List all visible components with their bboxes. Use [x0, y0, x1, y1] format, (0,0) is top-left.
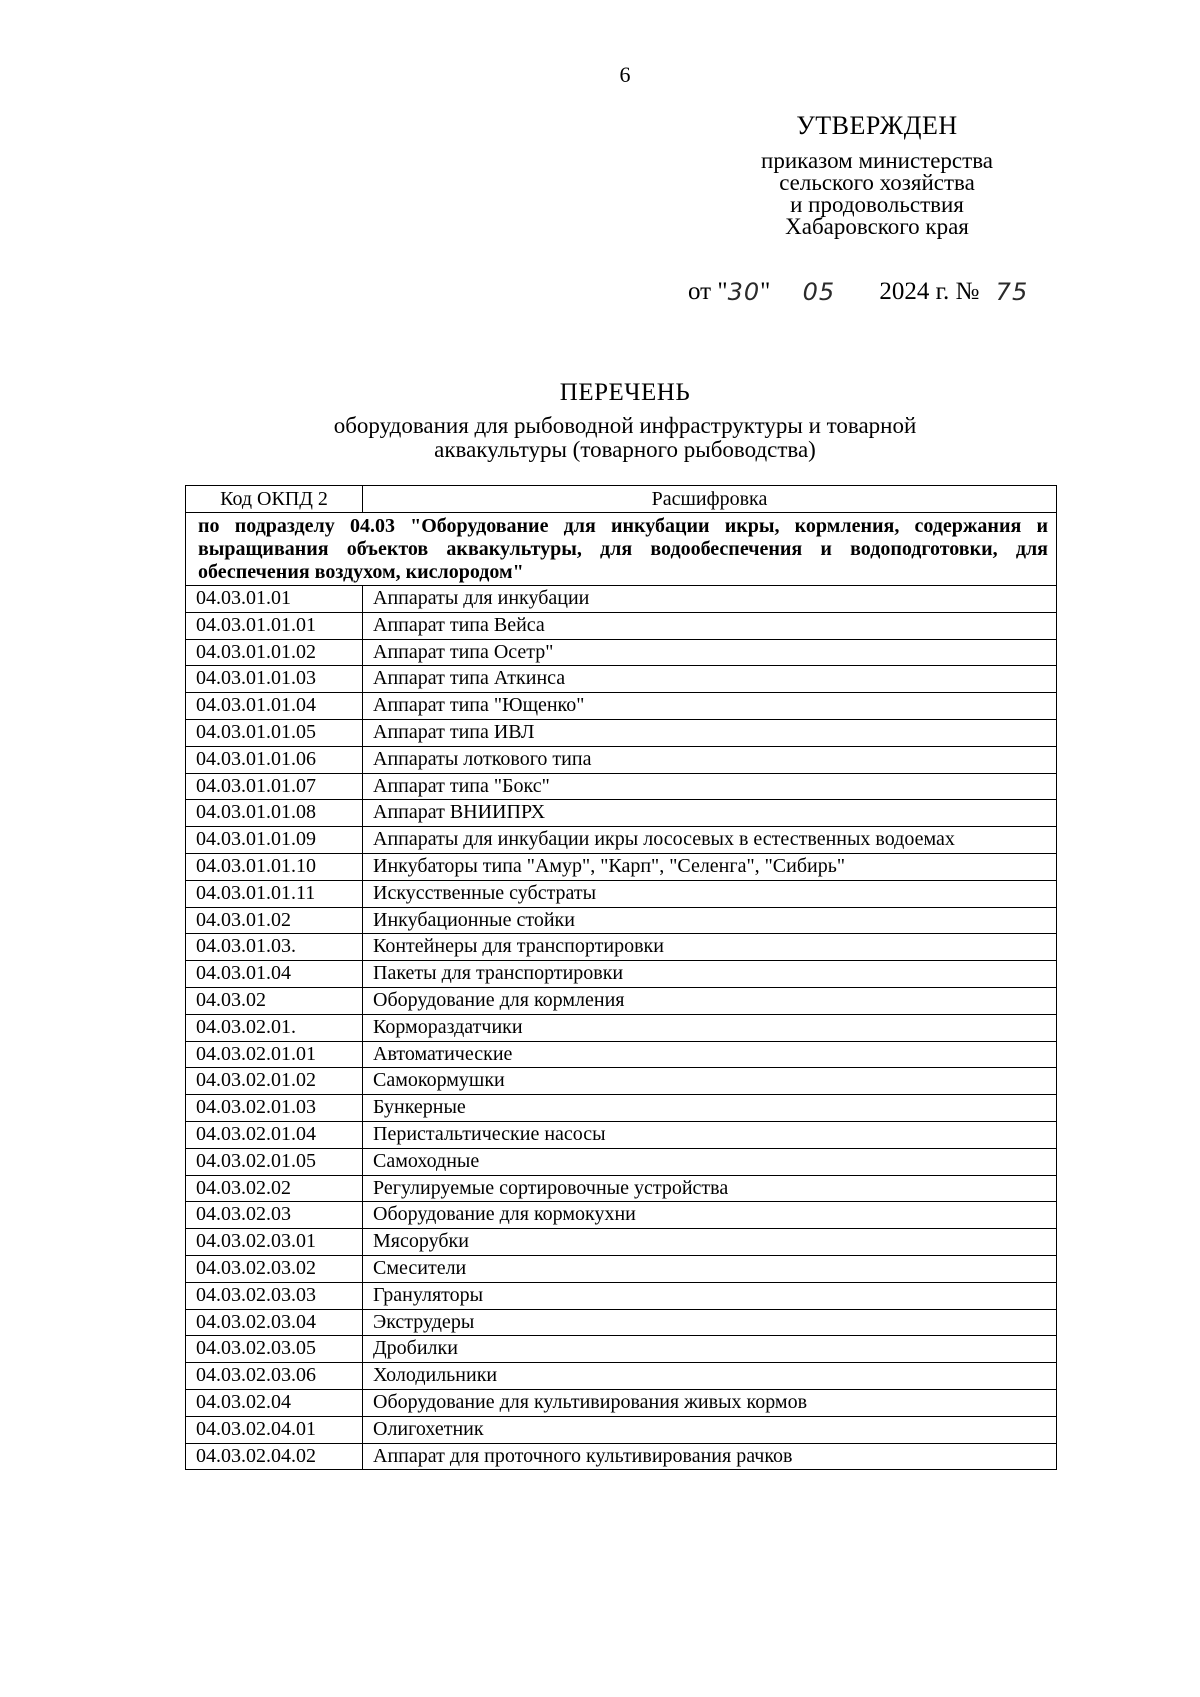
row-description: Грануляторы — [363, 1282, 1057, 1309]
row-description: Инкубационные стойки — [363, 907, 1057, 934]
table-row — [186, 1014, 1057, 1041]
row-code: 04.03.01.01.03 — [186, 666, 363, 693]
row-code: 04.03.01.01.05 — [186, 719, 363, 746]
approval-block — [712, 110, 1042, 238]
table-row — [186, 639, 1057, 666]
row-code: 04.03.02 — [186, 987, 363, 1014]
approval-title: УТВЕРЖДЕН — [796, 111, 958, 140]
row-description: Аппараты для инкубации — [363, 586, 1057, 613]
row-code: 04.03.02.04.01 — [186, 1416, 363, 1443]
table-row — [186, 1363, 1057, 1390]
row-code: 04.03.02.04 — [186, 1389, 363, 1416]
approval-line: приказом министерства — [761, 148, 993, 173]
table-row — [186, 1041, 1057, 1068]
row-code: 04.03.02.03.06 — [186, 1363, 363, 1390]
year-and-number-label: 2024 г. № — [879, 278, 980, 305]
row-code: 04.03.02.01.02 — [186, 1068, 363, 1095]
table-row — [186, 1416, 1057, 1443]
order-date-number — [688, 274, 1098, 310]
row-code: 04.03.02.03.04 — [186, 1309, 363, 1336]
row-description: Холодильники — [363, 1363, 1057, 1390]
row-description: Автоматические — [363, 1041, 1057, 1068]
table-row — [186, 1229, 1057, 1256]
table-row — [186, 800, 1057, 827]
row-code: 04.03.01.03. — [186, 934, 363, 961]
row-description: Аппарат типа "Ющенко" — [363, 693, 1057, 720]
table-row — [186, 1095, 1057, 1122]
table-row — [186, 1336, 1057, 1363]
row-description: Мясорубки — [363, 1229, 1057, 1256]
table-row — [186, 880, 1057, 907]
row-description: Аппараты для инкубации икры лососевых в естественных водоемах — [363, 827, 1057, 854]
row-code: 04.03.01.01.02 — [186, 639, 363, 666]
row-description: Аппараты лоткового типа — [363, 746, 1057, 773]
table-row — [186, 1202, 1057, 1229]
row-code: 04.03.01.01.01 — [186, 612, 363, 639]
row-code: 04.03.02.01. — [186, 1014, 363, 1041]
handwritten-month: 05 — [802, 278, 836, 306]
row-code: 04.03.02.01.01 — [186, 1041, 363, 1068]
header-code: Код ОКПД 2 — [186, 486, 363, 513]
page-number: 6 — [619, 62, 631, 87]
row-code: 04.03.02.03.05 — [186, 1336, 363, 1363]
table-row — [186, 987, 1057, 1014]
subsection-title: по подразделу 04.03 "Оборудование для инкубации икры, кормления, содержания и выращивания объектов аквакультуры, для водообеспечения и водоподготовки, для обеспечения воздухом, кислородом" — [186, 513, 1057, 586]
row-description: Аппарат типа Аткинса — [363, 666, 1057, 693]
row-code: 04.03.01.01 — [186, 586, 363, 613]
row-description: Аппарат типа Вейса — [363, 612, 1057, 639]
row-description: Перистальтические насосы — [363, 1121, 1057, 1148]
table-row — [186, 773, 1057, 800]
table-row — [186, 1148, 1057, 1175]
row-description: Аппарат типа ИВЛ — [363, 719, 1057, 746]
header-description: Расшифровка — [363, 486, 1057, 513]
subtitle-line: оборудования для рыбоводной инфраструктуры и товарной — [333, 413, 917, 438]
row-code: 04.03.02.03 — [186, 1202, 363, 1229]
row-description: Аппарат ВНИИПРХ — [363, 800, 1057, 827]
table-body — [186, 513, 1057, 1470]
row-description: Пакеты для транспортировки — [363, 961, 1057, 988]
row-description: Инкубаторы типа "Амур", "Карп", "Селенга", "Сибирь" — [363, 853, 1057, 880]
subtitle-line: аквакультуры (товарного рыбоводства) — [434, 437, 816, 462]
row-code: 04.03.02.03.01 — [186, 1229, 363, 1256]
row-code: 04.03.01.02 — [186, 907, 363, 934]
row-code: 04.03.01.01.09 — [186, 827, 363, 854]
row-description: Экструдеры — [363, 1309, 1057, 1336]
row-code: 04.03.02.03.03 — [186, 1282, 363, 1309]
row-description: Оборудование для культивирования живых кормов — [363, 1389, 1057, 1416]
row-description: Оборудование для кормления — [363, 987, 1057, 1014]
table-row — [186, 934, 1057, 961]
row-code: 04.03.01.01.10 — [186, 853, 363, 880]
row-code: 04.03.02.04.02 — [186, 1443, 363, 1470]
row-description: Регулируемые сортировочные устройства — [363, 1175, 1057, 1202]
table-row — [186, 961, 1057, 988]
table-row — [186, 827, 1057, 854]
row-description: Оборудование для кормокухни — [363, 1202, 1057, 1229]
table-row — [186, 1255, 1057, 1282]
table-row — [186, 746, 1057, 773]
row-description: Аппарат типа "Бокс" — [363, 773, 1057, 800]
table-row — [186, 1068, 1057, 1095]
approval-line: Хабаровского края — [785, 214, 969, 239]
table-row — [186, 853, 1057, 880]
table-row — [186, 1309, 1057, 1336]
row-code: 04.03.01.01.08 — [186, 800, 363, 827]
equipment-table — [185, 485, 1057, 1470]
table-row — [186, 1443, 1057, 1470]
table-row — [186, 1121, 1057, 1148]
row-code: 04.03.02.01.04 — [186, 1121, 363, 1148]
row-code: 04.03.01.01.06 — [186, 746, 363, 773]
row-description: Дробилки — [363, 1336, 1057, 1363]
row-code: 04.03.01.01.04 — [186, 693, 363, 720]
approval-line: и продовольствия — [790, 192, 964, 217]
table-row — [186, 1282, 1057, 1309]
row-description: Искусственные субстраты — [363, 880, 1057, 907]
table-row — [186, 586, 1057, 613]
table-row — [186, 693, 1057, 720]
row-code: 04.03.01.01.07 — [186, 773, 363, 800]
table-row — [186, 666, 1057, 693]
row-code: 04.03.01.01.11 — [186, 880, 363, 907]
row-description: Самоходные — [363, 1148, 1057, 1175]
handwritten-day: 30 — [727, 278, 761, 306]
row-code: 04.03.01.04 — [186, 961, 363, 988]
approval-lines — [712, 150, 1042, 238]
row-description: Самокормушки — [363, 1068, 1057, 1095]
row-description: Олигохетник — [363, 1416, 1057, 1443]
table-header-row — [186, 486, 1057, 513]
table-row — [186, 612, 1057, 639]
row-description: Смесители — [363, 1255, 1057, 1282]
table-row — [186, 907, 1057, 934]
row-code: 04.03.02.01.05 — [186, 1148, 363, 1175]
row-description: Аппарат для проточного культивирования рачков — [363, 1443, 1057, 1470]
row-description: Кормораздатчики — [363, 1014, 1057, 1041]
row-description: Аппарат типа Осетр" — [363, 639, 1057, 666]
date-prefix: от " — [688, 278, 728, 305]
row-code: 04.03.02.02 — [186, 1175, 363, 1202]
table-row — [186, 1389, 1057, 1416]
date-quote: " — [760, 278, 771, 305]
row-code: 04.03.02.03.02 — [186, 1255, 363, 1282]
document-title: ПЕРЕЧЕНЬ — [559, 379, 691, 406]
row-description: Контейнеры для транспортировки — [363, 934, 1057, 961]
subsection-row — [186, 513, 1057, 586]
row-code: 04.03.02.01.03 — [186, 1095, 363, 1122]
approval-line: сельского хозяйства — [779, 170, 975, 195]
handwritten-order-number: 75 — [995, 278, 1029, 306]
table-row — [186, 719, 1057, 746]
document-subtitle — [240, 414, 1010, 462]
table-row — [186, 1175, 1057, 1202]
row-description: Бункерные — [363, 1095, 1057, 1122]
